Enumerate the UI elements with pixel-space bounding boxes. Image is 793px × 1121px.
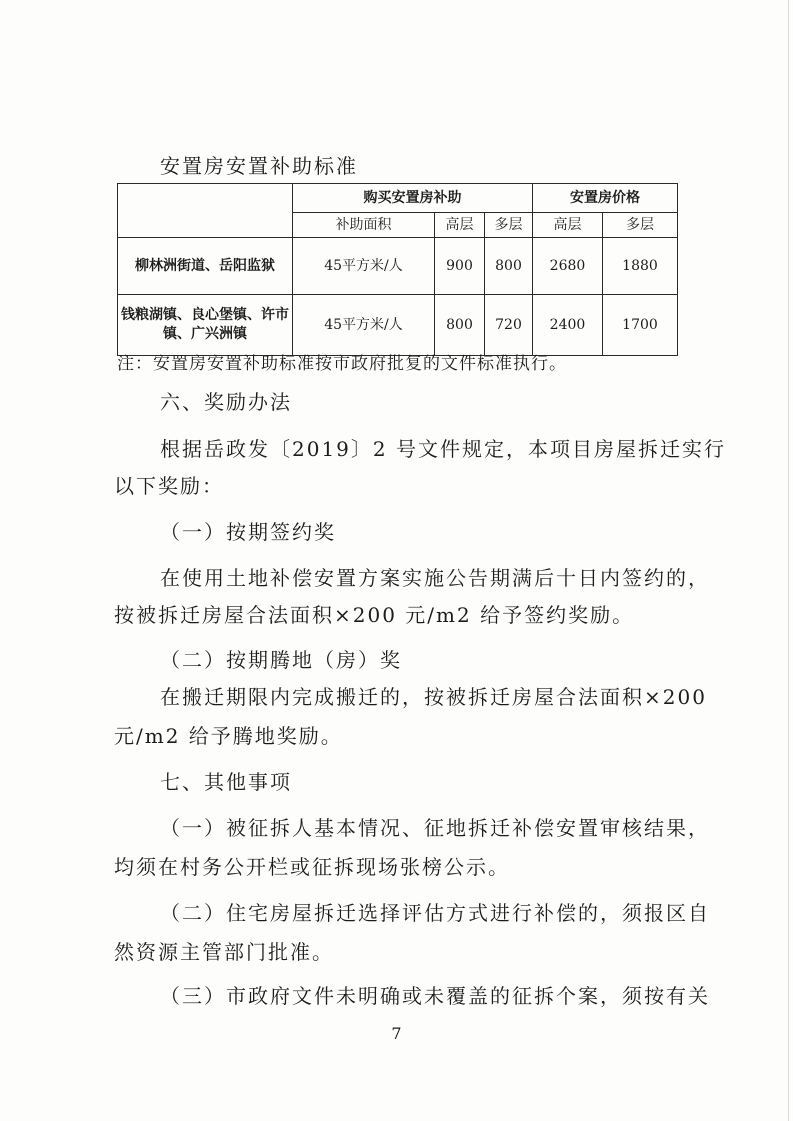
area-line: 镇、广兴洲镇: [163, 326, 247, 342]
scan-edge-line: [788, 0, 789, 1121]
table-corner-cell: [118, 184, 293, 238]
section-6-sub-1-line: 在使用土地补偿安置方案实施公告期满后十日内签约的，: [160, 566, 710, 590]
cell-subsidy-area: 45平方米/人: [293, 238, 435, 295]
section-6-sub-2-line: 在搬迁期限内完成搬迁的，按被拆迁房屋合法面积×200: [160, 685, 707, 709]
section-7-item-2-line: 然资源主管部门批准。: [114, 940, 334, 964]
section-6-sub-2-heading: （二）按期腾地（房）奖: [160, 648, 402, 672]
cell-subsidy-multi-storey: 800: [485, 238, 533, 295]
cell-price-multi-storey: 1700: [603, 295, 678, 356]
subheader-price-multi-storey: 多层: [603, 213, 678, 238]
area-line: 钱粮湖镇、良心堡镇、许市: [121, 307, 289, 324]
subheader-price-high-rise: 高层: [533, 213, 603, 238]
subheader-multi-storey: 多层: [485, 213, 533, 238]
section-6-intro-line: 根据岳政发〔2019〕2 号文件规定，本项目房屋拆迁实行: [160, 437, 726, 461]
section-6-intro-line: 以下奖励：: [114, 474, 224, 498]
section-7-item-1-line: （一）被征拆人基本情况、征地拆迁补偿安置审核结果，: [160, 816, 710, 840]
section-7-item-1-line: 均须在村务公开栏或征拆现场张榜公示。: [114, 855, 510, 879]
section-7-heading: 七、其他事项: [160, 770, 292, 794]
page-number: 7: [391, 1024, 402, 1043]
section-6-sub-1-line: 按被拆迁房屋合法面积×200 元/m2 给予签约奖励。: [114, 603, 635, 627]
cell-subsidy-high-rise: 800: [435, 295, 485, 356]
subheader-subsidy-area: 补助面积: [293, 213, 435, 238]
cell-price-high-rise: 2400: [533, 295, 603, 356]
resettlement-subsidy-table: [117, 183, 678, 356]
section-7-item-2-line: （二）住宅房屋拆迁选择评估方式进行补偿的，须报区自: [160, 901, 710, 925]
table-row: [118, 295, 678, 356]
cell-price-high-rise: 2680: [533, 238, 603, 295]
area-line: 柳林洲街道、岳阳监狱: [135, 257, 275, 274]
table-title: 安置房安置补助标准: [160, 154, 358, 178]
section-6-sub-1-heading: （一）按期签约奖: [160, 520, 336, 544]
cell-price-multi-storey: 1880: [603, 238, 678, 295]
row-area-name: [118, 295, 293, 356]
table-header-row-1: [118, 184, 678, 213]
section-6-sub-2-line: 元/m2 给予腾地奖励。: [114, 724, 343, 748]
table-row: [118, 238, 678, 295]
section-7-item-3-line: （三）市政府文件未明确或未覆盖的征拆个案，须按有关: [160, 984, 710, 1008]
subheader-high-rise: 高层: [435, 213, 485, 238]
header-purchase-subsidy: 购买安置房补助: [293, 184, 533, 213]
header-house-price: 安置房价格: [533, 184, 678, 213]
row-area-name: [118, 238, 293, 295]
cell-subsidy-multi-storey: 720: [485, 295, 533, 356]
section-6-heading: 六、奖励办法: [160, 390, 292, 414]
table-note: 注：安置房安置补助标准按市政府批复的文件标准执行。: [117, 354, 567, 374]
cell-subsidy-high-rise: 900: [435, 238, 485, 295]
cell-subsidy-area: 45平方米/人: [293, 295, 435, 356]
